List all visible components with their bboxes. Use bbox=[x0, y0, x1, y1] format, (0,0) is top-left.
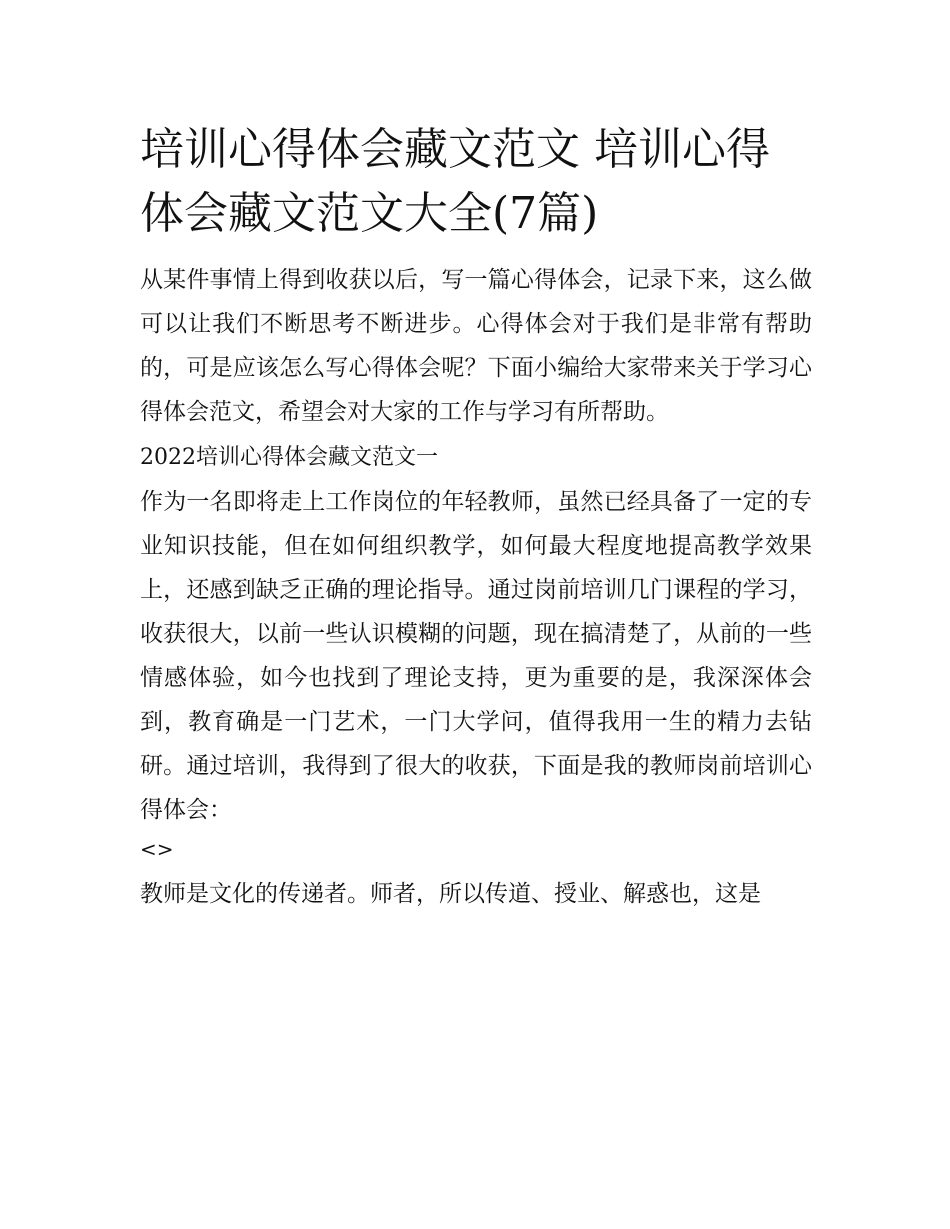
closing-paragraph: 教师是文化的传递者。师者，所以传道、授业、解惑也，这是 bbox=[140, 881, 761, 907]
section-body-paragraph: 作为一名即将走上工作岗位的年轻教师，虽然已经具备了一定的专业知识技能，但在如何组织教学，如何最大程度地提高教学效果上，还感到缺乏正确的理论指导。通过岗前培训几门课程的学习，收获很大，以前一些认识模糊的问题，现在搞清楚了，从前的一些情感体验，如今也找到了理论支持，更为重要的是，我深深体会到，教育确是一门艺术，一门大学问，值得我用一生的精力去钻研。通过培训，我得到了很大的收获，下面是我的教师岗前培训心得体会： bbox=[140, 489, 812, 823]
section-heading: 2022培训心得体会藏文范文一 bbox=[140, 445, 438, 470]
document-content bbox=[140, 118, 812, 916]
intro-paragraph: 从某件事情上得到收获以后，写一篇心得体会，记录下来，这么做可以让我们不断思考不断进步。心得体会对于我们是非常有帮助的，可是应该怎么写心得体会呢？下面小编给大家带来关于学习心得体会范文，希望会对大家的工作与学习有所帮助。 bbox=[140, 267, 812, 425]
document-title: 培训心得体会藏文范文 培训心得体会藏文范文大全(7篇) bbox=[140, 124, 770, 239]
placeholder-marker: <> bbox=[140, 837, 174, 861]
